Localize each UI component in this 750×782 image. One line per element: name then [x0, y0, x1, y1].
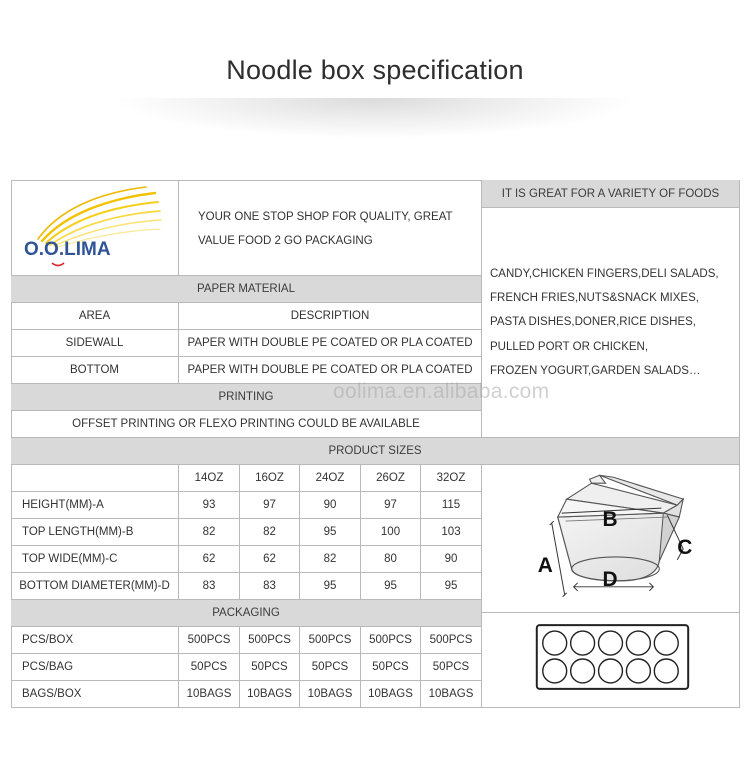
description-column-header: DESCRIPTION — [179, 303, 482, 330]
foods-list — [490, 262, 719, 383]
label-a: A — [537, 553, 553, 577]
size-value: 103 — [421, 519, 482, 546]
size-value: 93 — [179, 492, 240, 519]
size-row-label: TOP LENGTH(MM)-B — [11, 519, 179, 546]
noodle-box-diagram — [482, 465, 739, 613]
size-value: 95 — [300, 573, 361, 600]
page-title: Noodle box specification — [226, 55, 524, 85]
printing-text: OFFSET PRINTING OR FLEXO PRINTING COULD BE AVAILABLE — [11, 411, 482, 438]
printing-header: PRINTING — [11, 384, 482, 411]
material-area-sidewall: SIDEWALL — [11, 330, 179, 357]
packaging-row-label: PCS/BOX — [11, 627, 179, 654]
carton-layout-cell — [482, 613, 740, 708]
logo-cell — [11, 180, 179, 276]
size-row-label: HEIGHT(MM)-A — [11, 492, 179, 519]
foods-line: PASTA DISHES,DONER,RICE DISHES, — [490, 316, 696, 329]
size-header: 16OZ — [240, 465, 300, 492]
size-row-label: TOP WIDE(MM)-C — [11, 546, 179, 573]
packaging-value: 10BAGS — [361, 681, 421, 708]
size-value: 82 — [240, 519, 300, 546]
size-header: 24OZ — [300, 465, 361, 492]
area-column-header: AREA — [11, 303, 179, 330]
size-value: 95 — [421, 573, 482, 600]
foods-line: PULLED PORT OR CHICKEN, — [490, 340, 649, 353]
packaging-value: 500PCS — [361, 627, 421, 654]
logo-smile-icon — [52, 263, 64, 266]
packaging-value: 10BAGS — [300, 681, 361, 708]
size-header: 32OZ — [421, 465, 482, 492]
size-value: 82 — [179, 519, 240, 546]
size-value: 83 — [179, 573, 240, 600]
label-b: B — [602, 507, 618, 531]
size-header: 14OZ — [179, 465, 240, 492]
watermark: oolima.en.alibaba.com — [333, 380, 550, 403]
label-d: D — [602, 567, 618, 591]
size-header: 26OZ — [361, 465, 421, 492]
size-value: 83 — [240, 573, 300, 600]
size-value: 90 — [300, 492, 361, 519]
packaging-value: 500PCS — [300, 627, 361, 654]
packaging-value: 10BAGS — [421, 681, 482, 708]
size-value: 95 — [361, 573, 421, 600]
logo-rays-icon — [38, 187, 161, 247]
label-c: C — [677, 535, 693, 559]
logo-text: O.O.LIMA — [23, 238, 111, 260]
logo — [20, 185, 170, 271]
size-value: 100 — [361, 519, 421, 546]
slogan-line-1: YOUR ONE STOP SHOP FOR QUALITY, GREAT — [198, 211, 453, 223]
foods-header: IT IS GREAT FOR A VARIETY OF FOODS — [482, 180, 740, 208]
packaging-value: 50PCS — [361, 654, 421, 681]
packaging-row-label: PCS/BAG — [11, 654, 179, 681]
size-value: 115 — [421, 492, 482, 519]
size-label-blank — [11, 465, 179, 492]
packaging-header: PACKAGING — [11, 600, 482, 627]
size-value: 97 — [240, 492, 300, 519]
slogan — [198, 205, 453, 253]
packaging-value: 500PCS — [421, 627, 482, 654]
packaging-value: 50PCS — [300, 654, 361, 681]
size-value: 62 — [179, 546, 240, 573]
size-value: 62 — [240, 546, 300, 573]
material-description-sidewall: PAPER WITH DOUBLE PE COATED OR PLA COATED — [179, 330, 482, 357]
packaging-value: 500PCS — [240, 627, 300, 654]
title-shadow — [120, 98, 630, 138]
size-value: 90 — [421, 546, 482, 573]
product-sizes-header: PRODUCT SIZES — [11, 438, 740, 465]
material-description-bottom: PAPER WITH DOUBLE PE COATED OR PLA COATED — [179, 357, 482, 384]
foods-line: FRENCH FRIES,NUTS&SNACK MIXES, — [490, 292, 699, 305]
material-area-bottom: BOTTOM — [11, 357, 179, 384]
box-diagram-cell — [482, 465, 740, 613]
paper-material-header: PAPER MATERIAL — [11, 276, 482, 303]
slogan-line-2: VALUE FOOD 2 GO PACKAGING — [198, 235, 373, 247]
size-row-label: BOTTOM DIAMETER(MM)-D — [11, 573, 179, 600]
packaging-row-label: BAGS/BOX — [11, 681, 179, 708]
packaging-value: 10BAGS — [179, 681, 240, 708]
packaging-value: 500PCS — [179, 627, 240, 654]
packaging-value: 10BAGS — [240, 681, 300, 708]
carton-layout-icon — [482, 613, 739, 708]
size-value: 95 — [300, 519, 361, 546]
packaging-value: 50PCS — [240, 654, 300, 681]
size-value: 80 — [361, 546, 421, 573]
size-value: 97 — [361, 492, 421, 519]
packaging-value: 50PCS — [179, 654, 240, 681]
size-value: 82 — [300, 546, 361, 573]
foods-line: FROZEN YOGURT,GARDEN SALADS… — [490, 364, 701, 377]
packaging-value: 50PCS — [421, 654, 482, 681]
foods-line: CANDY,CHICKEN FINGERS,DELI SALADS, — [490, 268, 719, 280]
